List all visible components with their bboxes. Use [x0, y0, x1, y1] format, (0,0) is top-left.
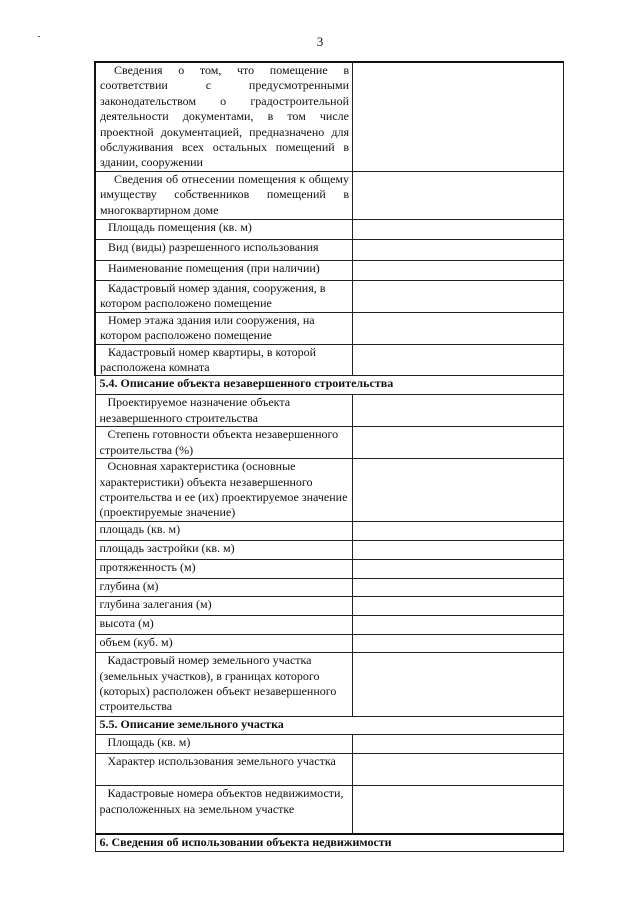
row-label-projected-purpose: Проектируемое назначение объекта незавершенного строительства [95, 395, 353, 427]
table-row [95, 635, 564, 653]
row-value-cell[interactable] [353, 754, 564, 786]
row-label-plot-usage: Характер использования земельного участка [95, 754, 353, 786]
section-heading-land-plot: 5.5. Описание земельного участка [95, 717, 564, 735]
table-row [95, 459, 564, 522]
table-row [95, 395, 564, 427]
section-row [95, 717, 564, 735]
row-label-main-characteristics: Основная характеристика (основные характеристики) объекта незавершенного строительства и ее (их) проектируемое значение (проектируемые значение) [95, 459, 353, 522]
row-label-readiness-degree: Степень готовности объекта незавершенного строительства (%) [95, 427, 353, 459]
row-value-cell[interactable] [353, 260, 564, 280]
table-row [95, 653, 564, 717]
table-row [95, 541, 564, 560]
row-label-floor-number: Номер этажа здания или сооружения, на котором расположено помещение [95, 312, 353, 344]
form-table [94, 61, 564, 852]
row-value-cell[interactable] [353, 280, 564, 312]
row-value-cell[interactable] [353, 239, 564, 260]
section-row [95, 834, 564, 852]
table-row [95, 280, 564, 312]
table-row [95, 735, 564, 754]
table-row [95, 312, 564, 344]
table-row [95, 62, 564, 171]
row-value-cell[interactable] [353, 786, 564, 834]
table-row [95, 427, 564, 459]
row-value-cell[interactable] [353, 541, 564, 560]
table-row [95, 522, 564, 541]
row-value-cell[interactable] [353, 597, 564, 616]
row-label-permitted-use: Вид (виды) разрешенного использования [95, 239, 353, 260]
table-row [95, 171, 564, 219]
row-value-cell[interactable] [353, 62, 564, 171]
section-heading-property-usage: 6. Сведения об использовании объекта недвижимости [95, 834, 564, 852]
table-row [95, 754, 564, 786]
page-number: 3 [316, 34, 324, 49]
row-value-cell[interactable] [353, 616, 564, 635]
table-row [95, 344, 564, 376]
section-heading-unfinished-construction: 5.4. Описание объекта незавершенного строительства [95, 376, 564, 395]
row-label-building-cadastral: Кадастровый номер здания, сооружения, в котором расположено помещение [95, 280, 353, 312]
row-label-apartment-cadastral: Кадастровый номер квартиры, в которой расположена комната [95, 344, 353, 376]
row-value-cell[interactable] [353, 653, 564, 717]
row-label-common-property: Сведения об отнесении помещения к общему имуществу собственников помещений в многоквартирном доме [95, 171, 353, 219]
row-value-cell[interactable] [353, 171, 564, 219]
row-label-land-plot-cadastral: Кадастровый номер земельного участка (земельных участков), в границах которого (которых) расположен объект незавершенного строительства [95, 653, 353, 717]
table-row [95, 786, 564, 834]
row-label-area-sqm: площадь (кв. м) [95, 522, 353, 541]
row-label-plot-area: Площадь (кв. м) [95, 735, 353, 754]
section-row [95, 376, 564, 395]
row-value-cell[interactable] [353, 579, 564, 597]
row-label-objects-on-plot: Кадастровые номера объектов недвижимости, расположенных на земельном участке [95, 786, 353, 834]
row-label-premises-purpose: Сведения о том, что помещение в соответствии с предусмотренными законодательством о градостроительной деятельности документами, в том числе проектной документацией, предназначено для обслуживания всех остальных помещений в здании, сооружении [95, 62, 353, 171]
row-value-cell[interactable] [353, 522, 564, 541]
row-value-cell[interactable] [353, 312, 564, 344]
row-label-height: высота (м) [95, 616, 353, 635]
scan-speck [38, 36, 40, 37]
row-value-cell[interactable] [353, 560, 564, 579]
row-label-built-up-area: площадь застройки (кв. м) [95, 541, 353, 560]
table-row [95, 579, 564, 597]
row-label-volume: объем (куб. м) [95, 635, 353, 653]
table-row [95, 597, 564, 616]
table-row [95, 616, 564, 635]
row-value-cell[interactable] [353, 735, 564, 754]
row-value-cell[interactable] [353, 427, 564, 459]
row-value-cell[interactable] [353, 635, 564, 653]
row-value-cell[interactable] [353, 395, 564, 427]
table-row [95, 260, 564, 280]
row-label-depth: глубина (м) [95, 579, 353, 597]
row-value-cell[interactable] [353, 219, 564, 239]
row-label-area: Площадь помещения (кв. м) [95, 219, 353, 239]
row-label-occurrence-depth: глубина залегания (м) [95, 597, 353, 616]
table-row [95, 560, 564, 579]
row-value-cell[interactable] [353, 344, 564, 376]
table-row [95, 239, 564, 260]
row-value-cell[interactable] [353, 459, 564, 522]
row-label-premises-name: Наименование помещения (при наличии) [95, 260, 353, 280]
table-row [95, 219, 564, 239]
row-label-length: протяженность (м) [95, 560, 353, 579]
